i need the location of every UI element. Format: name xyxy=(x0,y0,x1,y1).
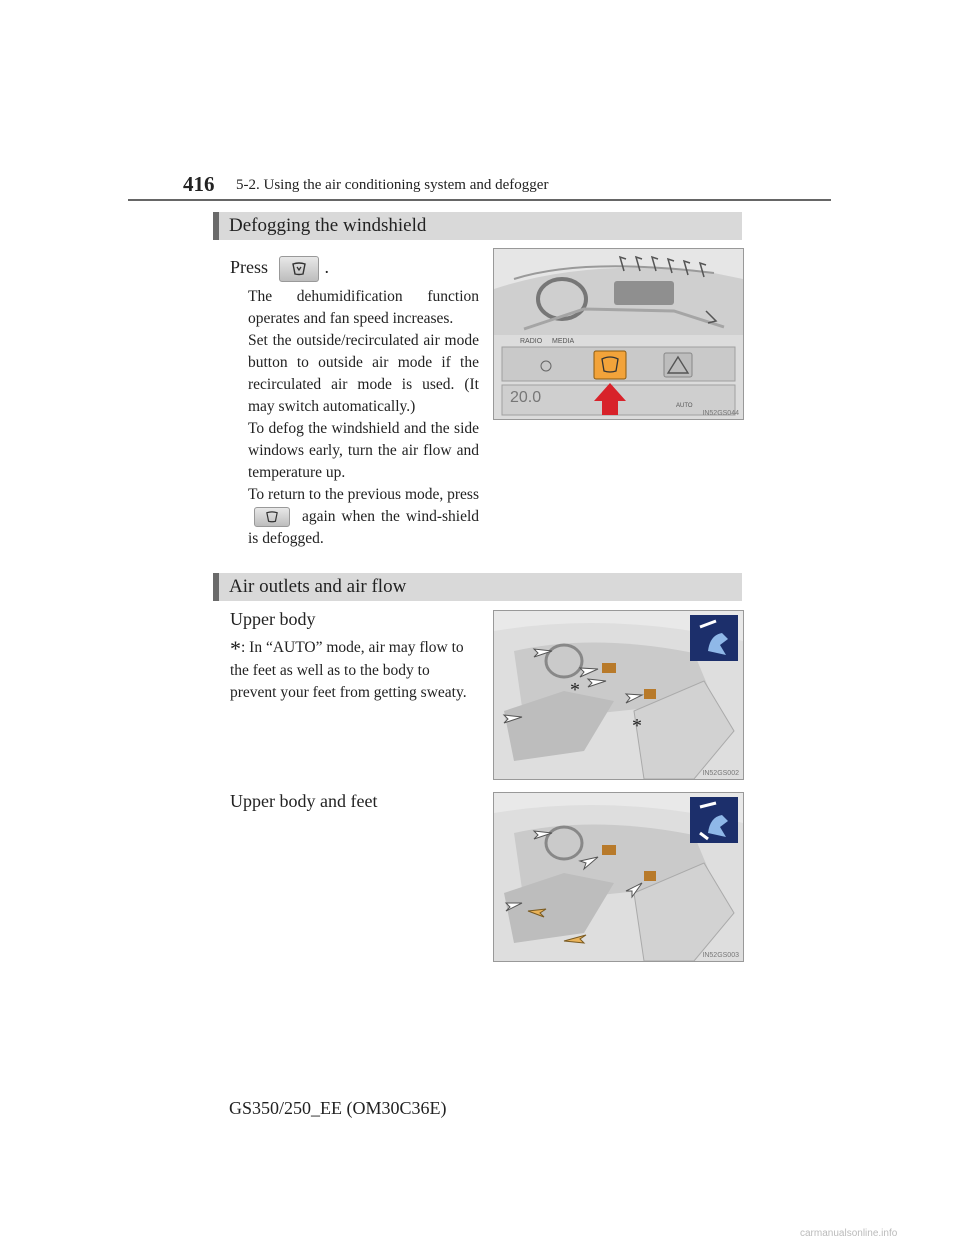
figure-code: IN52GS044 xyxy=(702,410,739,417)
upper-body-figure xyxy=(493,610,744,780)
auto-label: AUTO xyxy=(676,403,693,409)
return-prefix: To return to the previous mode, press xyxy=(248,486,479,503)
asterisk-marker-2: * xyxy=(632,715,642,737)
asterisk-marker-1: * xyxy=(570,679,580,701)
page-number: 416 xyxy=(183,172,215,196)
defog-desc-2: Set the outside/recirculated air mode button to outside air mode if the recirculated air mode is used. (It may switch automatically.) xyxy=(248,332,479,415)
watermark: carmanualsonline.info xyxy=(800,1228,898,1239)
defog-figure xyxy=(493,248,744,420)
press-instruction xyxy=(230,254,480,282)
press-prefix: Press xyxy=(230,257,269,277)
panel-label-radio: RADIO xyxy=(520,338,543,345)
defog-button-icon-inline xyxy=(254,507,290,527)
footer-model-code: GS350/250_EE (OM30C36E) xyxy=(229,1098,447,1118)
figure-code: IN52GS003 xyxy=(702,952,739,959)
header-rule xyxy=(128,199,831,201)
cabin-illustration-upper xyxy=(494,611,743,779)
defog-desc-1: The dehumidification function operates and fan speed increases. xyxy=(248,288,479,327)
defog-desc-3: To defog the windshield and the side windows early, turn the air flow and temperature up. xyxy=(248,420,479,481)
press-suffix: . xyxy=(324,257,330,277)
panel-label-media: MEDIA xyxy=(552,338,575,345)
cabin-illustration-feet xyxy=(494,793,743,961)
note-asterisk: * xyxy=(230,636,241,661)
upper-body-feet-label: Upper body and feet xyxy=(230,791,378,811)
auto-mode-note xyxy=(230,637,480,704)
note-text: : In “AUTO” mode, air may flow to the feet as well as to the body to prevent your feet from getting sweaty. xyxy=(230,639,467,701)
defog-desc-4 xyxy=(248,484,479,550)
return-suffix: again when the wind-shield is defogged. xyxy=(248,508,479,547)
figure-code: IN52GS002 xyxy=(702,770,739,777)
section-title-defog: Defogging the windshield xyxy=(213,212,742,240)
defog-button-icon xyxy=(279,256,319,282)
section-title-outlets: Air outlets and air flow xyxy=(213,573,742,601)
upper-body-label: Upper body xyxy=(230,609,316,629)
temperature-readout: 20.0 xyxy=(510,389,542,406)
upper-body-feet-figure xyxy=(493,792,744,962)
running-head: 5-2. Using the air conditioning system and defogger xyxy=(236,177,549,193)
